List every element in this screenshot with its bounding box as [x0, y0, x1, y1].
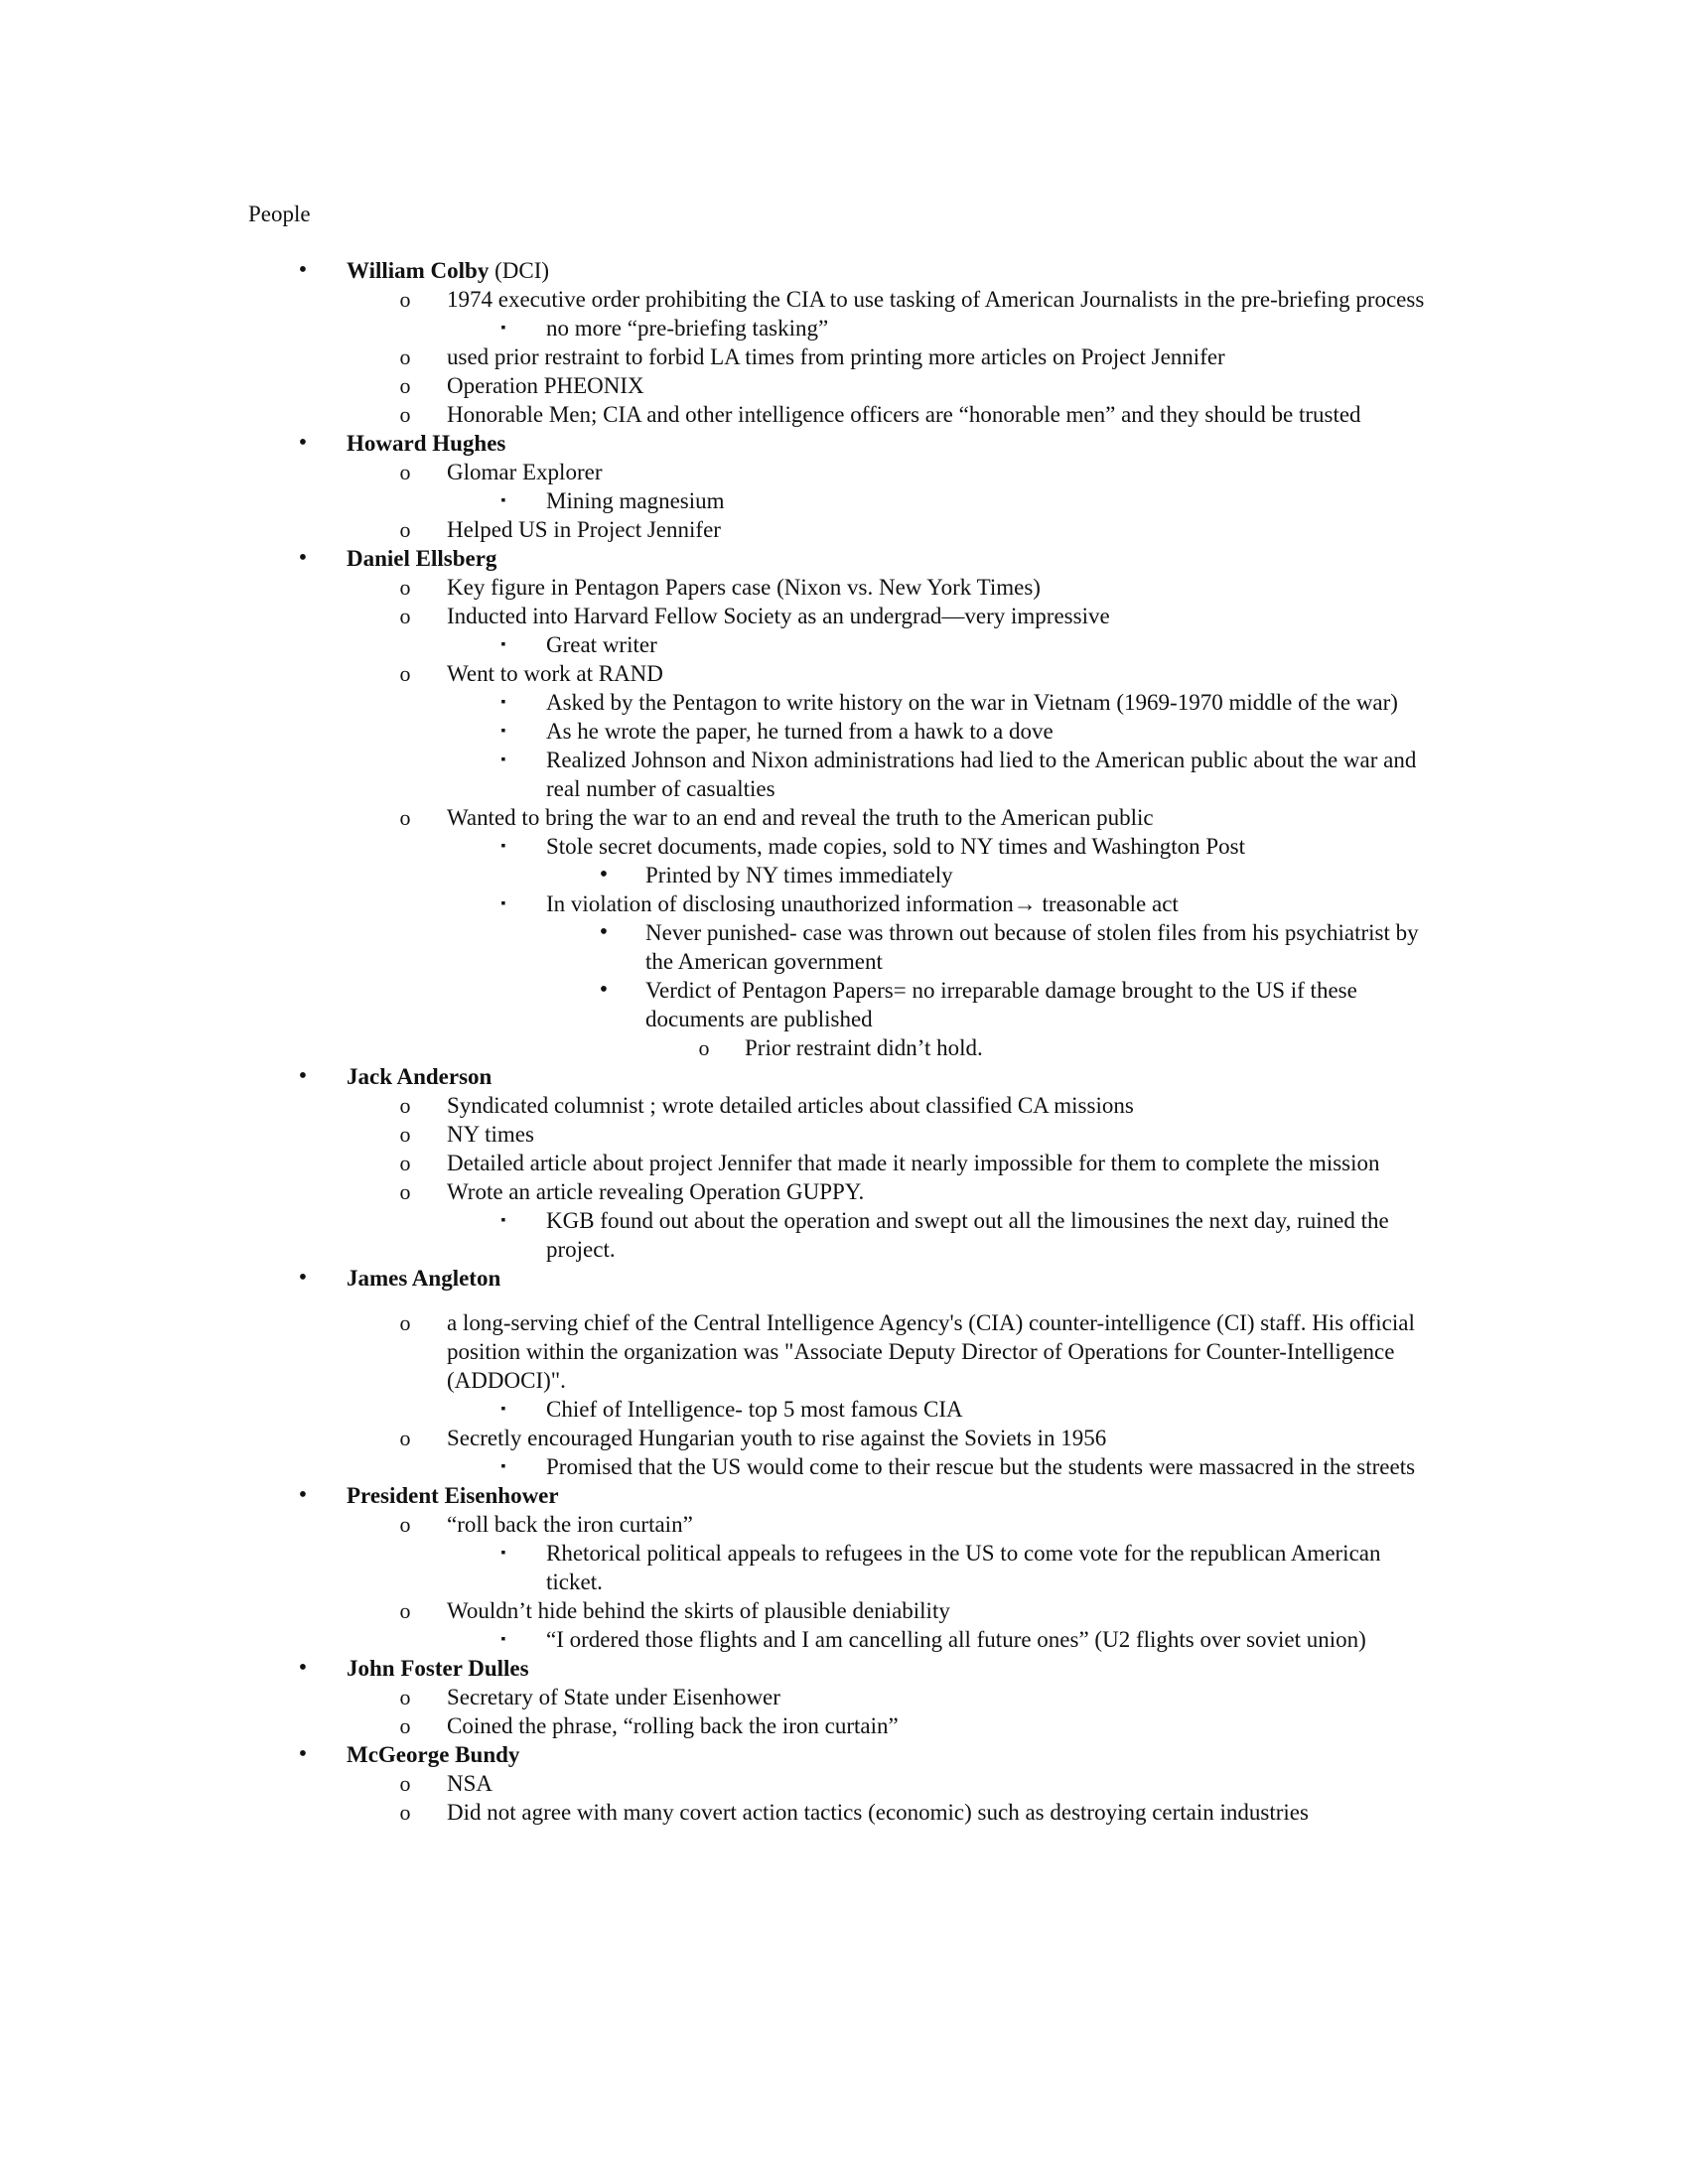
- person-name: William Colby: [347, 258, 490, 283]
- list-item: [0, 1177, 1688, 1206]
- list-item: [0, 688, 1688, 717]
- bullet-circle: o: [399, 1800, 411, 1825]
- item-text: Great writer: [546, 632, 657, 657]
- person-name: Howard Hughes: [347, 431, 506, 456]
- bullet-square: ▪: [500, 695, 506, 710]
- person-name: Daniel Ellsberg: [347, 546, 497, 571]
- item-text: Mining magnesium: [546, 488, 725, 513]
- person-entry: [0, 429, 1688, 458]
- item-text: “I ordered those flights and I am cancelling all future ones” (U2 flights over soviet union): [546, 1627, 1366, 1652]
- bullet-circle: o: [399, 460, 411, 484]
- bullet-circle: o: [399, 373, 411, 398]
- item-text: Secretary of State under Eisenhower: [447, 1685, 780, 1709]
- bullet-circle: o: [399, 1771, 411, 1796]
- bullet-square: ▪: [500, 1459, 506, 1474]
- list-item: [0, 1769, 1688, 1798]
- person-name: McGeorge Bundy: [347, 1742, 520, 1767]
- list-item: [0, 832, 1688, 861]
- list-item: [0, 1424, 1688, 1452]
- person-entry: [0, 1654, 1688, 1683]
- list-item: [0, 573, 1688, 602]
- bullet-square: ▪: [500, 1546, 506, 1561]
- list-item: [0, 1308, 1688, 1395]
- item-text: no more “pre-briefing tasking”: [546, 316, 829, 341]
- list-item: [0, 602, 1688, 630]
- bullet-disc: •: [599, 977, 609, 1003]
- bullet-circle: o: [698, 1035, 710, 1060]
- list-item: [0, 803, 1688, 832]
- list-item: [0, 976, 1688, 1033]
- item-text: Key figure in Pentagon Papers case (Nixon vs. New York Times): [447, 575, 1041, 600]
- person-entry: [0, 1481, 1688, 1510]
- bullet-square: ▪: [500, 637, 506, 652]
- people-list: [0, 256, 1688, 1827]
- bullet-disc: •: [298, 1265, 308, 1291]
- bullet-circle: o: [399, 517, 411, 542]
- item-text: As he wrote the paper, he turned from a hawk to a dove: [546, 719, 1054, 744]
- page-heading: People: [248, 202, 311, 226]
- item-text: Did not agree with many covert action tactics (economic) such as destroying certain industries: [447, 1800, 1309, 1825]
- item-text: Wouldn’t hide behind the skirts of plausible deniability: [447, 1598, 950, 1623]
- item-text: NSA: [447, 1771, 493, 1796]
- item-text: Coined the phrase, “rolling back the iron curtain”: [447, 1713, 899, 1738]
- list-item: [0, 1452, 1688, 1481]
- list-item: [0, 486, 1688, 515]
- person-entry: [0, 1062, 1688, 1091]
- list-item: [0, 1625, 1688, 1654]
- person-name: John Foster Dulles: [347, 1656, 529, 1681]
- list-item: [0, 1206, 1688, 1264]
- item-text: Wrote an article revealing Operation GUPPY.: [447, 1179, 865, 1204]
- bullet-square: ▪: [500, 839, 506, 854]
- list-item: [0, 717, 1688, 746]
- item-text: Wanted to bring the war to an end and reveal the truth to the American public: [447, 805, 1154, 830]
- list-item: [0, 1798, 1688, 1827]
- list-item: [0, 861, 1688, 889]
- bullet-circle: o: [399, 661, 411, 686]
- item-text: KGB found out about the operation and swept out all the limousines the next day, ruined the project.: [546, 1208, 1389, 1262]
- item-text: In violation of disclosing unauthorized information→ treasonable act: [546, 891, 1179, 916]
- item-text: Printed by NY times immediately: [645, 863, 953, 887]
- bullet-square: ▪: [500, 321, 506, 336]
- list-item: [0, 458, 1688, 486]
- list-item: [0, 515, 1688, 544]
- list-item: [0, 342, 1688, 371]
- item-text: a long-serving chief of the Central Intelligence Agency's (CIA) counter-intelligence (CI) staff. His official position within the organization was "Associate Deputy Director of Operations for Counter-Intelligence (ADDOCI)".: [447, 1310, 1415, 1393]
- item-text: Glomar Explorer: [447, 460, 603, 484]
- spacer: [0, 1293, 1688, 1308]
- bullet-circle: o: [399, 1426, 411, 1450]
- list-item: [0, 746, 1688, 803]
- bullet-square: ▪: [500, 1213, 506, 1228]
- list-item: [0, 1510, 1688, 1539]
- item-text: Syndicated columnist ; wrote detailed articles about classified CA missions: [447, 1093, 1134, 1118]
- bullet-square: ▪: [500, 896, 506, 911]
- item-text: used prior restraint to forbid LA times from printing more articles on Project Jennifer: [447, 344, 1225, 369]
- bullet-square: ▪: [500, 752, 506, 767]
- list-item: [0, 400, 1688, 429]
- person-name: James Angleton: [347, 1266, 501, 1291]
- bullet-circle: o: [399, 402, 411, 427]
- item-text: Never punished- case was thrown out because of stolen files from his psychiatrist by the American government: [645, 920, 1419, 974]
- bullet-square: ▪: [500, 724, 506, 739]
- item-text: Went to work at RAND: [447, 661, 663, 686]
- person-entry: [0, 1264, 1688, 1293]
- item-text: Operation PHEONIX: [447, 373, 644, 398]
- bullet-circle: o: [399, 1093, 411, 1118]
- item-text: Rhetorical political appeals to refugees in the US to come vote for the republican American ticket.: [546, 1541, 1381, 1594]
- bullet-circle: o: [399, 604, 411, 628]
- person-entry: [0, 544, 1688, 573]
- bullet-square: ▪: [500, 493, 506, 508]
- bullet-circle: o: [399, 1685, 411, 1709]
- item-text: 1974 executive order prohibiting the CIA to use tasking of American Journalists in the pre-briefing process: [447, 287, 1425, 312]
- bullet-circle: o: [399, 1713, 411, 1738]
- bullet-disc: •: [298, 430, 308, 456]
- person-name: Jack Anderson: [347, 1064, 492, 1089]
- item-text: Inducted into Harvard Fellow Society as an undergrad—very impressive: [447, 604, 1110, 628]
- list-item: [0, 630, 1688, 659]
- list-item: [0, 1596, 1688, 1625]
- bullet-disc: •: [298, 257, 308, 283]
- list-item: [0, 1683, 1688, 1711]
- bullet-circle: o: [399, 1122, 411, 1147]
- item-text: Prior restraint didn’t hold.: [745, 1035, 983, 1060]
- list-item: [0, 1120, 1688, 1149]
- bullet-circle: o: [399, 805, 411, 830]
- list-item: [0, 918, 1688, 976]
- bullet-square: ▪: [500, 1402, 506, 1417]
- list-item: [0, 1539, 1688, 1596]
- list-item: [0, 314, 1688, 342]
- item-text: Helped US in Project Jennifer: [447, 517, 721, 542]
- bullet-disc: •: [298, 1741, 308, 1767]
- bullet-disc: •: [298, 1482, 308, 1508]
- bullet-circle: o: [399, 287, 411, 312]
- item-text: “roll back the iron curtain”: [447, 1512, 693, 1537]
- bullet-circle: o: [399, 1179, 411, 1204]
- bullet-square: ▪: [500, 1632, 506, 1647]
- list-item: [0, 889, 1688, 918]
- bullet-circle: o: [399, 1151, 411, 1175]
- person-note: (DCI): [489, 258, 550, 283]
- item-text: Detailed article about project Jennifer that made it nearly impossible for them to complete the mission: [447, 1151, 1380, 1175]
- item-text: Secretly encouraged Hungarian youth to rise against the Soviets in 1956: [447, 1426, 1107, 1450]
- item-text: Chief of Intelligence- top 5 most famous CIA: [546, 1397, 963, 1422]
- bullet-circle: o: [399, 344, 411, 369]
- list-item: [0, 285, 1688, 314]
- item-text: Realized Johnson and Nixon administrations had lied to the American public about the war and real number of casualties: [546, 748, 1417, 801]
- item-text: Asked by the Pentagon to write history on the war in Vietnam (1969-1970 middle of the war): [546, 690, 1398, 715]
- list-item: [0, 659, 1688, 688]
- item-text: Stole secret documents, made copies, sold to NY times and Washington Post: [546, 834, 1246, 859]
- list-item: [0, 371, 1688, 400]
- bullet-disc: •: [298, 1063, 308, 1089]
- bullet-disc: •: [298, 545, 308, 571]
- item-text: Promised that the US would come to their rescue but the students were massacred in the streets: [546, 1454, 1416, 1479]
- item-text: NY times: [447, 1122, 534, 1147]
- person-name: President Eisenhower: [347, 1483, 559, 1508]
- list-item: [0, 1395, 1688, 1424]
- list-item: [0, 1711, 1688, 1740]
- person-entry: [0, 1740, 1688, 1769]
- list-item: [0, 1149, 1688, 1177]
- item-text: Verdict of Pentagon Papers= no irreparable damage brought to the US if these documents are published: [645, 978, 1357, 1031]
- item-text: Honorable Men; CIA and other intelligence officers are “honorable men” and they should be trusted: [447, 402, 1361, 427]
- bullet-circle: o: [399, 575, 411, 600]
- bullet-disc: •: [599, 862, 609, 887]
- bullet-disc: •: [599, 919, 609, 945]
- list-item: [0, 1091, 1688, 1120]
- bullet-circle: o: [399, 1512, 411, 1537]
- bullet-disc: •: [298, 1655, 308, 1681]
- list-item: [0, 1033, 1688, 1062]
- person-entry: [0, 256, 1688, 285]
- bullet-circle: o: [399, 1598, 411, 1623]
- bullet-circle: o: [399, 1310, 411, 1335]
